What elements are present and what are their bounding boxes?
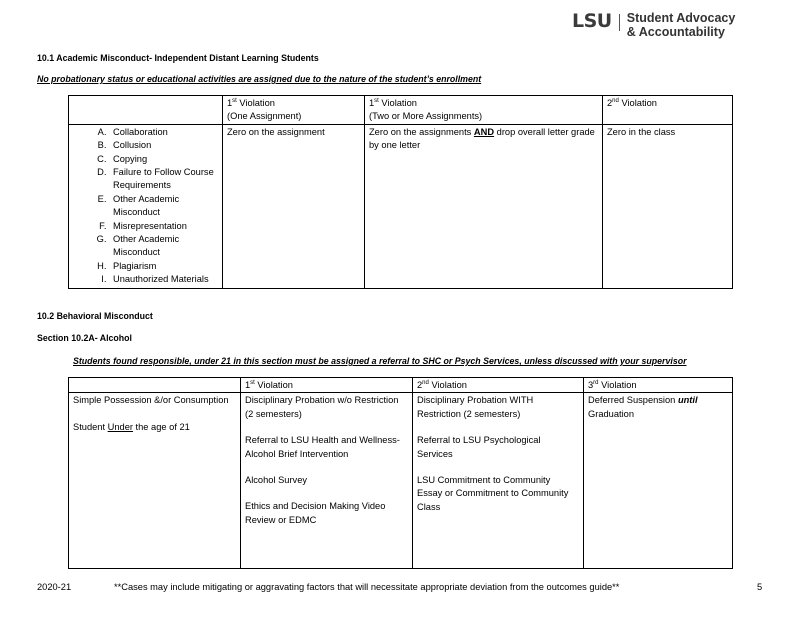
second-violation-outcomes: Disciplinary Probation WITH Restriction (2 semesters) Referral to LSU Psychological Services LSU Commitment to Community Essay or Commitment to Community Class: [413, 393, 584, 569]
header-third-violation: 3rd Violation: [584, 378, 733, 393]
table-header-row: [69, 96, 733, 125]
alcohol-table: [68, 377, 733, 569]
third-violation-outcomes: Deferred Suspension until Graduation: [584, 393, 733, 569]
outcome-multiple-assignments: Zero on the assignments AND drop overall letter grade by one letter: [365, 124, 603, 288]
section-10-2-heading: 10.2 Behavioral Misconduct: [37, 311, 153, 321]
empty-header-cell: [69, 96, 223, 125]
footer-year: 2020-21: [37, 582, 72, 592]
logo-text: [627, 11, 736, 39]
list-item: A. Collaboration: [109, 126, 217, 139]
list-item: B. Collusion: [109, 139, 217, 152]
section-10-1-heading: 10.1 Academic Misconduct- Independent Distant Learning Students: [37, 53, 319, 63]
list-item: D. Failure to Follow Course Requirements: [109, 166, 217, 193]
header-first-violation: 1st Violation: [241, 378, 413, 393]
outcome-one-assignment: Zero on the assignment: [223, 124, 365, 288]
violation-list-cell: [69, 124, 223, 288]
empty-header-cell: [69, 378, 241, 393]
offense-cell: Simple Possession &/or Consumption Student Under the age of 21: [69, 393, 241, 569]
table-row: [69, 124, 733, 288]
outcome-second-violation: Zero in the class: [603, 124, 733, 288]
list-item: E. Other Academic Misconduct: [109, 193, 217, 220]
section-10-2a-heading: Section 10.2A- Alcohol: [37, 333, 132, 343]
header-second-violation: 2nd Violation: [603, 96, 733, 125]
section-10-1-note: No probationary status or educational activities are assigned due to the nature of the student’s enrollment: [37, 74, 482, 84]
logo-line-2: & Accountability: [626, 25, 725, 39]
page-number: 5: [757, 582, 763, 592]
table-row: [69, 393, 733, 569]
header-second-violation: 2nd Violation: [413, 378, 584, 393]
list-item: F. Misrepresentation: [109, 220, 217, 233]
section-10-2-note: Students found responsible, under 21 in this section must be assigned a referral to SHC or Psych Services, unless discussed with your supervisor: [73, 356, 687, 366]
first-violation-outcomes: Disciplinary Probation w/o Restriction (2 semesters) Referral to LSU Health and Wellness- Alcohol Brief Intervention Alcohol Survey Ethics and Decision Making Video Review or EDMC: [241, 393, 413, 569]
header-first-violation-one: 1st Violation (One Assignment): [223, 96, 365, 125]
violation-list: [73, 126, 217, 287]
lsu-logo-mark: LSU: [572, 10, 612, 32]
list-item: C. Copying: [109, 153, 217, 166]
lsu-logo: [572, 11, 735, 39]
table-header-row: [69, 378, 733, 393]
logo-line-1: Student Advocacy: [626, 11, 736, 25]
logo-divider: [619, 14, 620, 31]
list-item: G. Other Academic Misconduct: [109, 233, 217, 260]
footer-note: **Cases may include mitigating or aggravating factors that will necessitate appropriate deviation from the outcomes guide**: [114, 582, 620, 592]
header-first-violation-multiple: 1st Violation (Two or More Assignments): [365, 96, 603, 125]
academic-misconduct-table: [68, 95, 733, 289]
list-item: H. Plagiarism: [109, 260, 217, 273]
list-item: I. Unauthorized Materials: [109, 273, 217, 286]
